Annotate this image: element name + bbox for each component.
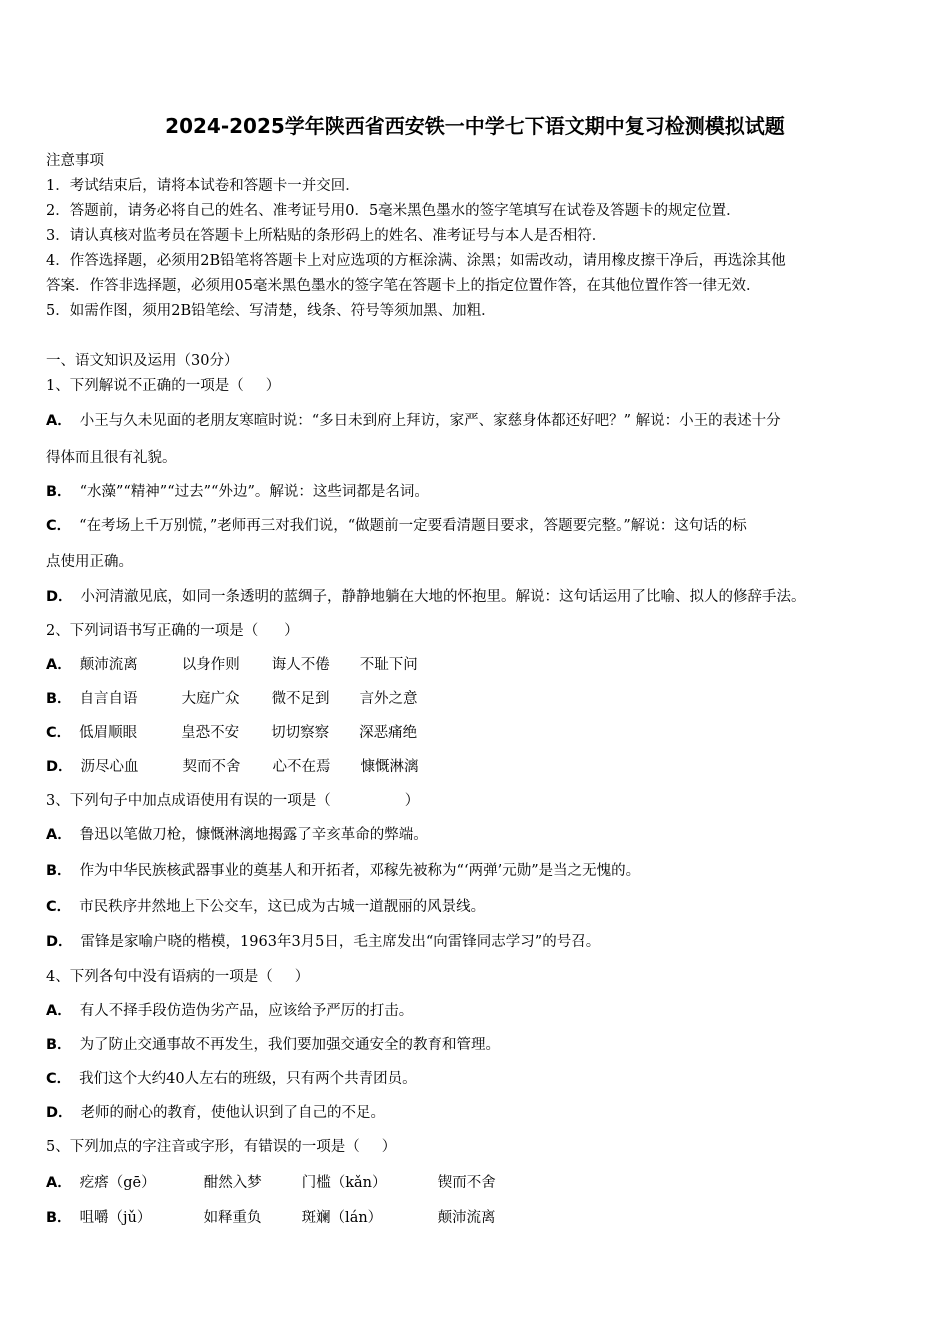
q1-option-a xyxy=(46,411,781,431)
option-label: D． xyxy=(46,589,73,605)
option-label: C． xyxy=(46,1071,72,1087)
q1-option-d-text: 小河清澈见底，如同一条透明的蓝绸子，静静地躺在大地的怀抱里。解说：这句话运用了比喻、拟人的修辞手法。 xyxy=(80,589,806,605)
word: 大庭广众 xyxy=(181,691,240,707)
word: 皇恐不安 xyxy=(181,725,240,741)
word: 斑斓（lán） xyxy=(301,1210,383,1226)
q4-stem-text: 4、下列各句中没有语病的一项是（ xyxy=(46,969,273,985)
q4-stem-close: ） xyxy=(294,969,310,985)
word: 沥尽心血 xyxy=(80,759,139,775)
option-label: B． xyxy=(46,1037,72,1053)
word: 酣然入梦 xyxy=(203,1175,262,1191)
option-label: B． xyxy=(46,863,72,879)
q2-option-c xyxy=(46,723,417,743)
notice-heading: 注意事项 xyxy=(46,153,104,169)
option-label: A． xyxy=(46,657,72,673)
q1-option-b-text: “水藻”“精神”“过去”“外边”。解说：这些词都是名词。 xyxy=(79,484,429,500)
q2-stem-close: ） xyxy=(284,623,299,639)
q1-stem-close: ） xyxy=(265,378,281,394)
q3-option-d-text: 雷锋是家喻户晓的楷模，1963年3月5日，毛主席发出“向雷锋同志学习”的号召。 xyxy=(80,934,601,950)
q5-option-a xyxy=(46,1173,496,1193)
q3-option-a-text: 鲁迅以笔做刀枪，慷慨淋漓地揭露了辛亥革命的弊端。 xyxy=(79,827,428,843)
option-label: A． xyxy=(46,413,72,429)
q1-option-d xyxy=(46,587,806,607)
q4-option-a-text: 有人不择手段仿造伪劣产品，应该给予严厉的打击。 xyxy=(79,1003,414,1019)
notice-item-2: 2．答题前，请务必将自己的姓名、准考证号用0．5毫米黑色墨水的签字笔填写在试卷及答题卡的规定位置． xyxy=(46,203,741,219)
q4-option-d xyxy=(46,1103,385,1123)
word: 以身作则 xyxy=(181,657,240,673)
option-label: B． xyxy=(46,484,72,500)
word: 心不在焉 xyxy=(272,759,331,775)
q4-option-b xyxy=(46,1035,500,1055)
q3-stem-close: ） xyxy=(404,793,420,809)
q3-stem xyxy=(46,791,419,811)
q1-option-c-text: “在考场上千万别慌，”老师再三对我们说，“做题前一定要看清题目要求，答题要完整。”解说：这句话的标 xyxy=(79,518,747,534)
notice-item-3: 3．请认真核对监考员在答题卡上所粘贴的条形码上的姓名、准考证号与本人是否相符． xyxy=(46,228,607,244)
q2-stem xyxy=(46,621,299,641)
word: 诲人不倦 xyxy=(271,657,330,673)
q5-stem xyxy=(46,1137,396,1157)
word: 自言自语 xyxy=(79,691,138,707)
q1-option-c xyxy=(46,516,747,536)
q4-option-c-text: 我们这个大约40人左右的班级，只有两个共青团员。 xyxy=(79,1071,417,1087)
word: 微不足到 xyxy=(271,691,330,707)
q2-option-a xyxy=(46,655,418,675)
q3-option-c xyxy=(46,897,485,917)
option-label: A． xyxy=(46,1175,72,1191)
q1-option-a-cont: 得体而且很有礼貌。 xyxy=(46,450,177,466)
word: 门槛（kǎn） xyxy=(301,1175,387,1191)
q4-option-b-text: 为了防止交通事故不再发生，我们要加强交通安全的教育和管理。 xyxy=(79,1037,501,1053)
word: 不耻下问 xyxy=(359,657,418,673)
notice-item-4-cont: 答案．作答非选择题，必须用05毫米黑色墨水的签字笔在答题卡上的指定位置作答，在其他位置作答一律无效． xyxy=(46,278,761,294)
word: 低眉顺眼 xyxy=(79,725,138,741)
q3-option-a xyxy=(46,825,428,845)
word: 慷慨淋漓 xyxy=(360,759,419,775)
word: 如释重负 xyxy=(203,1210,262,1226)
option-label: C． xyxy=(46,518,72,534)
q3-option-d xyxy=(46,932,600,952)
q4-stem xyxy=(46,967,309,987)
q3-option-c-text: 市民秩序井然地上下公交车，这已成为古城一道靓丽的风景线。 xyxy=(79,899,486,915)
notice-item-4: 4．作答选择题，必须用2B铅笔将答题卡上对应选项的方框涂满、涂黑；如需改动，请用橡皮擦干净后，再选涂其他 xyxy=(46,253,786,269)
q1-stem xyxy=(46,376,280,396)
option-label: D． xyxy=(46,1105,73,1121)
section-heading: 一、语文知识及运用（30分） xyxy=(46,353,239,369)
q5-option-b xyxy=(46,1208,496,1228)
word: 切切察察 xyxy=(271,725,330,741)
q1-stem-text: 1、下列解说不正确的一项是（ xyxy=(46,378,244,394)
q2-option-d xyxy=(46,757,419,777)
word: 颠沛流离 xyxy=(79,657,138,673)
q4-option-a xyxy=(46,1001,413,1021)
word: 言外之意 xyxy=(359,691,418,707)
notice-item-1: 1．考试结束后，请将本试卷和答题卡一并交回． xyxy=(46,178,360,194)
q3-option-b xyxy=(46,861,640,881)
option-label: A． xyxy=(46,1003,72,1019)
q5-stem-close: ） xyxy=(381,1139,397,1155)
option-label: C． xyxy=(46,899,72,915)
option-label: B． xyxy=(46,1210,72,1226)
word: 契而不舍 xyxy=(182,759,241,775)
option-label: D． xyxy=(46,934,73,950)
notice-item-5: 5．如需作图，须用2B铅笔绘、写清楚，线条、符号等须加黑、加粗． xyxy=(46,303,496,319)
option-label: D． xyxy=(46,759,73,775)
word: 深恶痛绝 xyxy=(359,725,418,741)
word: 咀嚼（jǔ） xyxy=(79,1210,152,1226)
word: 锲而不舍 xyxy=(437,1175,496,1191)
option-label: B． xyxy=(46,691,72,707)
q1-option-b xyxy=(46,482,429,502)
q1-option-c-cont: 点使用正确。 xyxy=(46,554,133,570)
q1-option-a-text: 小王与久未见面的老朋友寒暄时说：“多日未到府上拜访，家严、家慈身体都还好吧？” 解说：小王的表述十分 xyxy=(79,413,781,429)
q4-option-d-text: 老师的耐心的教育，使他认识到了自己的不足。 xyxy=(80,1105,386,1121)
q2-stem-text: 2、下列词语书写正确的一项是（ xyxy=(46,623,259,639)
q5-stem-text: 5、下列加点的字注音或字形，有错误的一项是（ xyxy=(46,1139,360,1155)
q2-option-b xyxy=(46,689,418,709)
q3-option-b-text: 作为中华民族核武器事业的奠基人和开拓者，邓稼先被称为“‘两弹’元勋”是当之无愧的。 xyxy=(79,863,641,879)
exam-title: 2024-2025学年陕西省西安铁一中学七下语文期中复习检测模拟试题 xyxy=(165,114,785,138)
option-label: A． xyxy=(46,827,72,843)
word: 颠沛流离 xyxy=(437,1210,496,1226)
option-label: C． xyxy=(46,725,72,741)
q3-stem-text: 3、下列句子中加点成语使用有误的一项是（ xyxy=(46,793,331,809)
word: 疙瘩（gē） xyxy=(79,1175,156,1191)
q4-option-c xyxy=(46,1069,417,1089)
